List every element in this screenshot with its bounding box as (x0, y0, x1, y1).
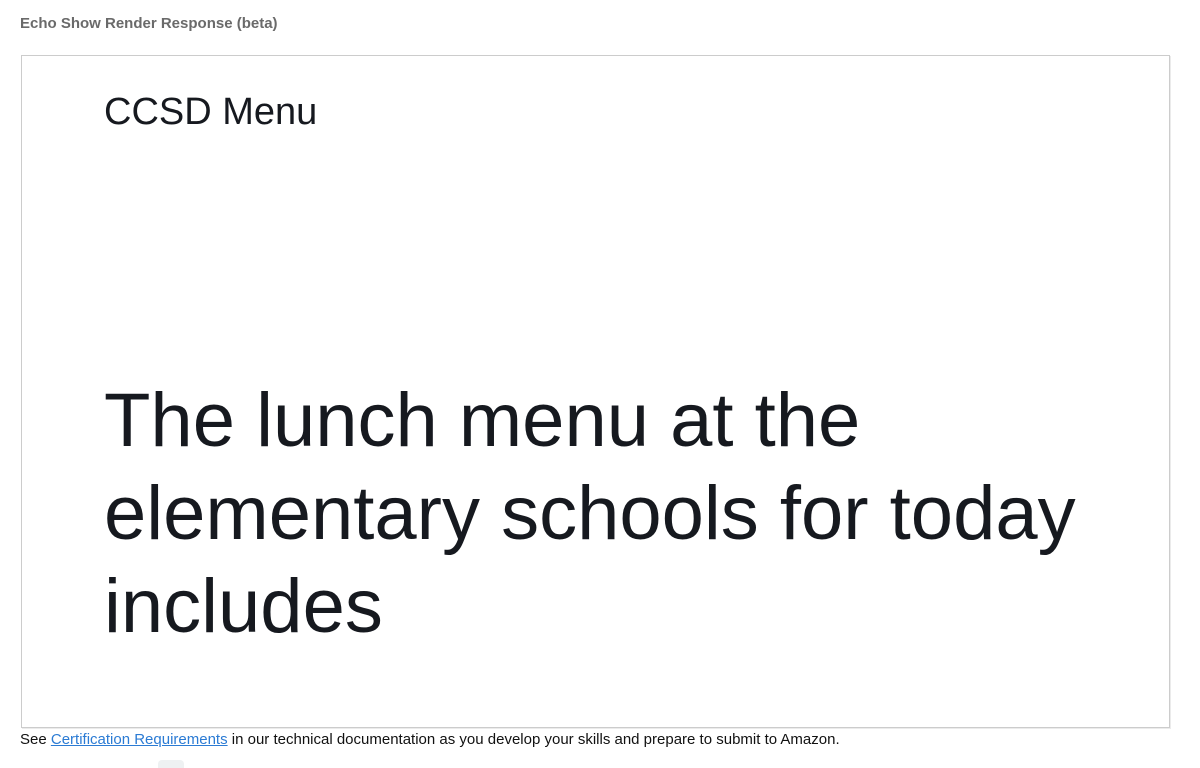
echo-show-viewport (21, 55, 1170, 728)
skill-card-title: CCSD Menu (104, 91, 318, 133)
render-response-heading: Echo Show Render Response (beta) (20, 15, 278, 32)
skill-card-primary-text: The lunch menu at the elementary schools for today includes (104, 378, 1076, 649)
certification-note-suffix: in our technical documentation as you develop your skills and prepare to submit to Amazon. (227, 731, 840, 748)
certification-requirements-link[interactable]: Certification Requirements (50, 731, 228, 748)
cutoff-element (158, 760, 184, 768)
certification-note (20, 730, 840, 749)
certification-note-prefix: See (20, 731, 51, 748)
